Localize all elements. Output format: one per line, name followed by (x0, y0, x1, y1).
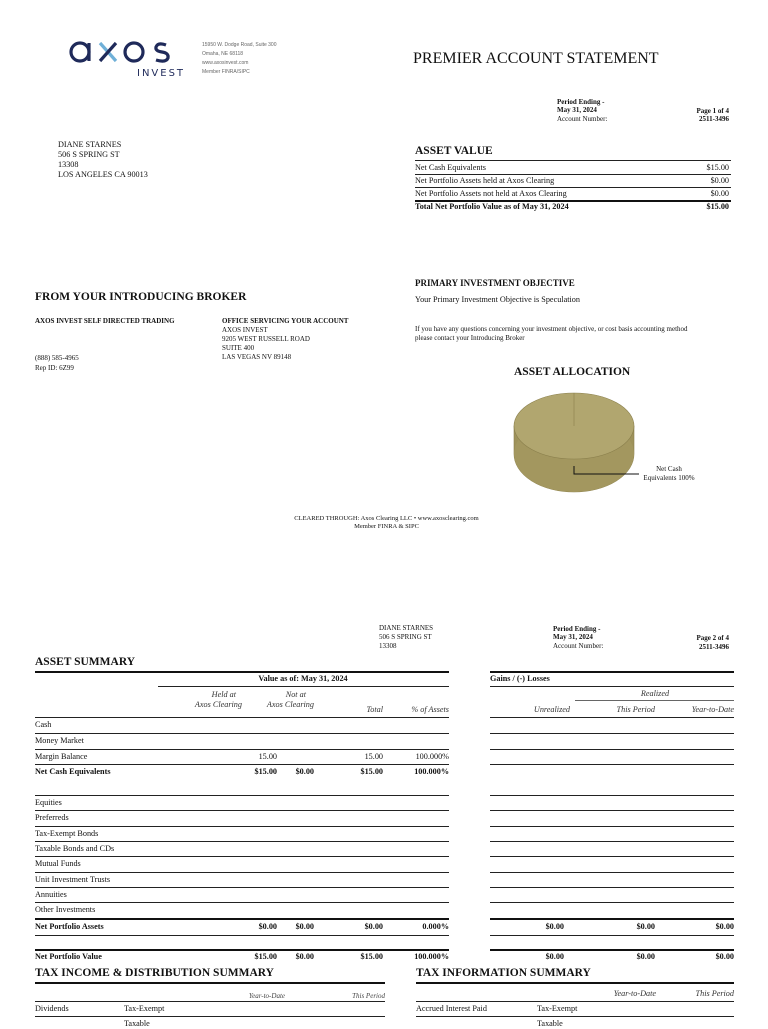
tax-income-col-ytd: Year-to-Date (248, 992, 285, 1000)
rule (490, 764, 734, 765)
row-held: $0.00 (258, 922, 277, 931)
rule (35, 717, 449, 718)
rule (35, 810, 449, 811)
office-line: 9205 WEST RUSSELL ROAD (222, 335, 310, 343)
rule-thick (35, 982, 385, 984)
row-pct: 100.000% (414, 767, 449, 776)
tax-info-col-this: This Period (695, 989, 734, 998)
row-total: $15.00 (360, 952, 383, 961)
pie-label-line: Equivalents 100% (643, 474, 695, 482)
broker-phone: (888) 585-4965 (35, 354, 79, 362)
statement-title: PREMIER ACCOUNT STATEMENT (413, 50, 659, 67)
row-total: $0.00 (364, 922, 383, 931)
period-label: Period Ending - (557, 98, 605, 106)
rule (490, 795, 734, 796)
rule (35, 887, 449, 888)
pie-label-line: Net Cash (656, 465, 682, 473)
period-date: May 31, 2024 (553, 633, 593, 641)
rule-thick (35, 949, 449, 951)
gains-this-period: $0.00 (636, 922, 655, 931)
summary-row-net-portfolio-value (35, 952, 449, 967)
address-line: Member FINRA/SIPC (202, 69, 250, 75)
period-label: Period Ending - (553, 625, 601, 633)
row-label: Unit Investment Trusts (35, 875, 111, 884)
note-line: If you have any questions concerning your investment objective, or cost basis accounting method (415, 325, 688, 333)
row-label: Money Market (35, 736, 84, 745)
broker-rep: Rep ID: 6Z99 (35, 364, 74, 372)
sender-address (202, 41, 277, 77)
allocation-title: ASSET ALLOCATION (514, 366, 631, 378)
address-line: www.axosinvest.com (202, 60, 249, 66)
row-total: $15.00 (360, 767, 383, 776)
client-city: LOS ANGELES CA 90013 (58, 170, 148, 179)
rule (490, 887, 734, 888)
rule (35, 795, 449, 796)
rule (490, 717, 734, 718)
address-line: 15950 W. Dodge Road, Suite 300 (202, 42, 277, 48)
asset-summary-title: ASSET SUMMARY (35, 656, 136, 668)
gains-this-period: $0.00 (636, 952, 655, 961)
row-held: $15.00 (254, 952, 277, 961)
row-label: Mutual Funds (35, 859, 81, 868)
objective-note (415, 325, 688, 343)
objective-title: PRIMARY INVESTMENT OBJECTIVE (415, 278, 575, 288)
gains-ytd: $0.00 (715, 922, 734, 931)
col-pct: % of Assets (411, 705, 449, 714)
tax-info-title: TAX INFORMATION SUMMARY (416, 967, 591, 979)
row-value: $0.00 (710, 189, 729, 198)
tax-info-col-ytd: Year-to-Date (613, 989, 656, 998)
row-divider (415, 174, 731, 175)
account-number: 2511-3496 (699, 643, 729, 651)
tax-info-sub: Tax-Exempt (537, 1004, 578, 1013)
broker-name: AXOS INVEST SELF DIRECTED TRADING (35, 317, 175, 325)
rule (490, 749, 734, 750)
row-not: $0.00 (295, 767, 314, 776)
asset-value-rule (415, 160, 731, 161)
cleared-line: CLEARED THROUGH: Axos Clearing LLC • www.axosclearing.com (294, 515, 479, 522)
client-unit: 13308 (58, 160, 79, 169)
row-label: Net Cash Equivalents (415, 163, 486, 172)
rule (490, 902, 734, 903)
office-block (222, 317, 348, 362)
account-label: Account Number: (557, 115, 608, 123)
gains-unrealized: $0.00 (545, 952, 564, 961)
summary-top-rule (35, 671, 449, 673)
rule (35, 841, 449, 842)
rule (490, 856, 734, 857)
account-number: 2511-3496 (699, 115, 729, 123)
row-divider (415, 187, 731, 188)
rule (35, 826, 449, 827)
rule (490, 686, 734, 687)
row-held: $15.00 (254, 767, 277, 776)
rule (575, 700, 734, 701)
pie-label (630, 465, 708, 483)
rule-thick (490, 949, 734, 951)
row-label: Net Portfolio Assets held at Axos Clearing (415, 176, 555, 185)
client-address-p2 (379, 624, 433, 651)
summary-row-net-cash (35, 767, 449, 782)
page-number: Page 1 of 4 (696, 107, 729, 115)
rule (35, 1001, 385, 1002)
col-held (170, 690, 242, 710)
rule (158, 686, 449, 687)
row-label: Annuities (35, 890, 67, 899)
row-label: Other Investments (35, 905, 96, 914)
client-street: 506 S SPRING ST (58, 150, 120, 159)
account-label: Account Number: (553, 642, 604, 650)
client-street: 506 S SPRING ST (379, 633, 432, 641)
rule (416, 1001, 734, 1002)
rule (35, 1016, 385, 1017)
total-value: $15.00 (706, 202, 729, 211)
tax-income-title: TAX INCOME & DISTRIBUTION SUMMARY (35, 967, 274, 979)
gains-row-net-portfolio-value (490, 952, 734, 967)
rule (35, 764, 449, 765)
row-label: Net Portfolio Assets (35, 922, 104, 931)
row-pct: 100.000% (414, 952, 449, 961)
row-pct: 100.000% (415, 752, 449, 761)
rule (35, 902, 449, 903)
rule (35, 935, 449, 936)
asset-value-title: ASSET VALUE (415, 145, 493, 157)
row-label: Tax-Exempt Bonds (35, 829, 99, 838)
rule (490, 810, 734, 811)
address-line: Omaha, NE 68118 (202, 51, 244, 57)
row-pct: 0.000% (422, 922, 449, 931)
col-not-line: Axos Clearing (266, 700, 314, 709)
rule (490, 872, 734, 873)
logo-sub: INVEST (137, 68, 186, 79)
row-label: Equities (35, 798, 62, 807)
rule-thick (35, 918, 449, 920)
gains-header: Gains / (-) Losses (490, 674, 550, 683)
col-not (244, 690, 314, 710)
row-label: Net Cash Equivalents (35, 767, 111, 776)
col-unrealized: Unrealized (533, 705, 570, 714)
office-line: AXOS INVEST (222, 326, 268, 334)
tax-info-sub: Taxable (537, 1019, 563, 1028)
rule (490, 733, 734, 734)
rule (490, 935, 734, 936)
row-value: $15.00 (706, 163, 729, 172)
broker-title: FROM YOUR INTRODUCING BROKER (35, 291, 247, 303)
rule (35, 749, 449, 750)
asset-value-total (415, 202, 729, 217)
row-total: 15.00 (364, 752, 383, 761)
row-label: Preferreds (35, 813, 69, 822)
value-header: Value as of: May 31, 2024 (258, 674, 348, 683)
period-date: May 31, 2024 (557, 106, 597, 114)
gains-top-rule (490, 671, 734, 673)
page-number: Page 2 of 4 (696, 634, 729, 642)
client-address (58, 140, 148, 180)
office-line: SUITE 400 (222, 344, 255, 352)
row-label: Taxable Bonds and CDs (35, 844, 115, 853)
gains-unrealized: $0.00 (545, 922, 564, 931)
tax-income-col-this: This Period (352, 992, 385, 1000)
row-label: Cash (35, 720, 52, 729)
tax-income-sub: Taxable (124, 1019, 150, 1028)
note-line: please contact your Introducing Broker (415, 334, 525, 342)
rule (35, 872, 449, 873)
row-held: 15.00 (258, 752, 277, 761)
col-not-line: Not at (285, 690, 306, 699)
rule (35, 733, 449, 734)
client-unit: 13308 (379, 642, 397, 650)
row-value: $0.00 (710, 176, 729, 185)
rule (490, 841, 734, 842)
row-not: $0.00 (295, 952, 314, 961)
office-line: LAS VEGAS NV 89148 (222, 353, 292, 361)
row-label: Net Portfolio Assets not held at Axos Clearing (415, 189, 567, 198)
office-title: OFFICE SERVICING YOUR ACCOUNT (222, 317, 349, 325)
rule (490, 826, 734, 827)
col-held-line: Axos Clearing (194, 700, 242, 709)
gains-ytd: $0.00 (715, 952, 734, 961)
row-not: $0.00 (295, 922, 314, 931)
rule-thick (416, 982, 734, 984)
rule (35, 856, 449, 857)
tax-info-row-label: Accrued Interest Paid (416, 1004, 487, 1013)
rule-thick (490, 918, 734, 920)
rule (416, 1016, 734, 1017)
row-label: Margin Balance (35, 752, 88, 761)
row-label: Net Portfolio Value (35, 952, 102, 961)
col-this-period: This Period (616, 705, 655, 714)
total-label: Total Net Portfolio Value as of May 31, 2024 (415, 202, 569, 211)
tax-income-row-label: Dividends (35, 1004, 69, 1013)
col-realized: Realized (640, 689, 670, 698)
tax-income-sub: Tax-Exempt (124, 1004, 165, 1013)
col-held-line: Held at (211, 690, 236, 699)
cleared-line: Member FINRA & SIPC (354, 523, 419, 530)
client-name: DIANE STARNES (58, 140, 122, 149)
col-ytd: Year-to-Date (691, 705, 734, 714)
col-total: Total (366, 705, 383, 714)
cleared-through (234, 515, 539, 531)
objective-text: Your Primary Investment Objective is Speculation (415, 295, 580, 304)
client-name: DIANE STARNES (379, 624, 434, 632)
